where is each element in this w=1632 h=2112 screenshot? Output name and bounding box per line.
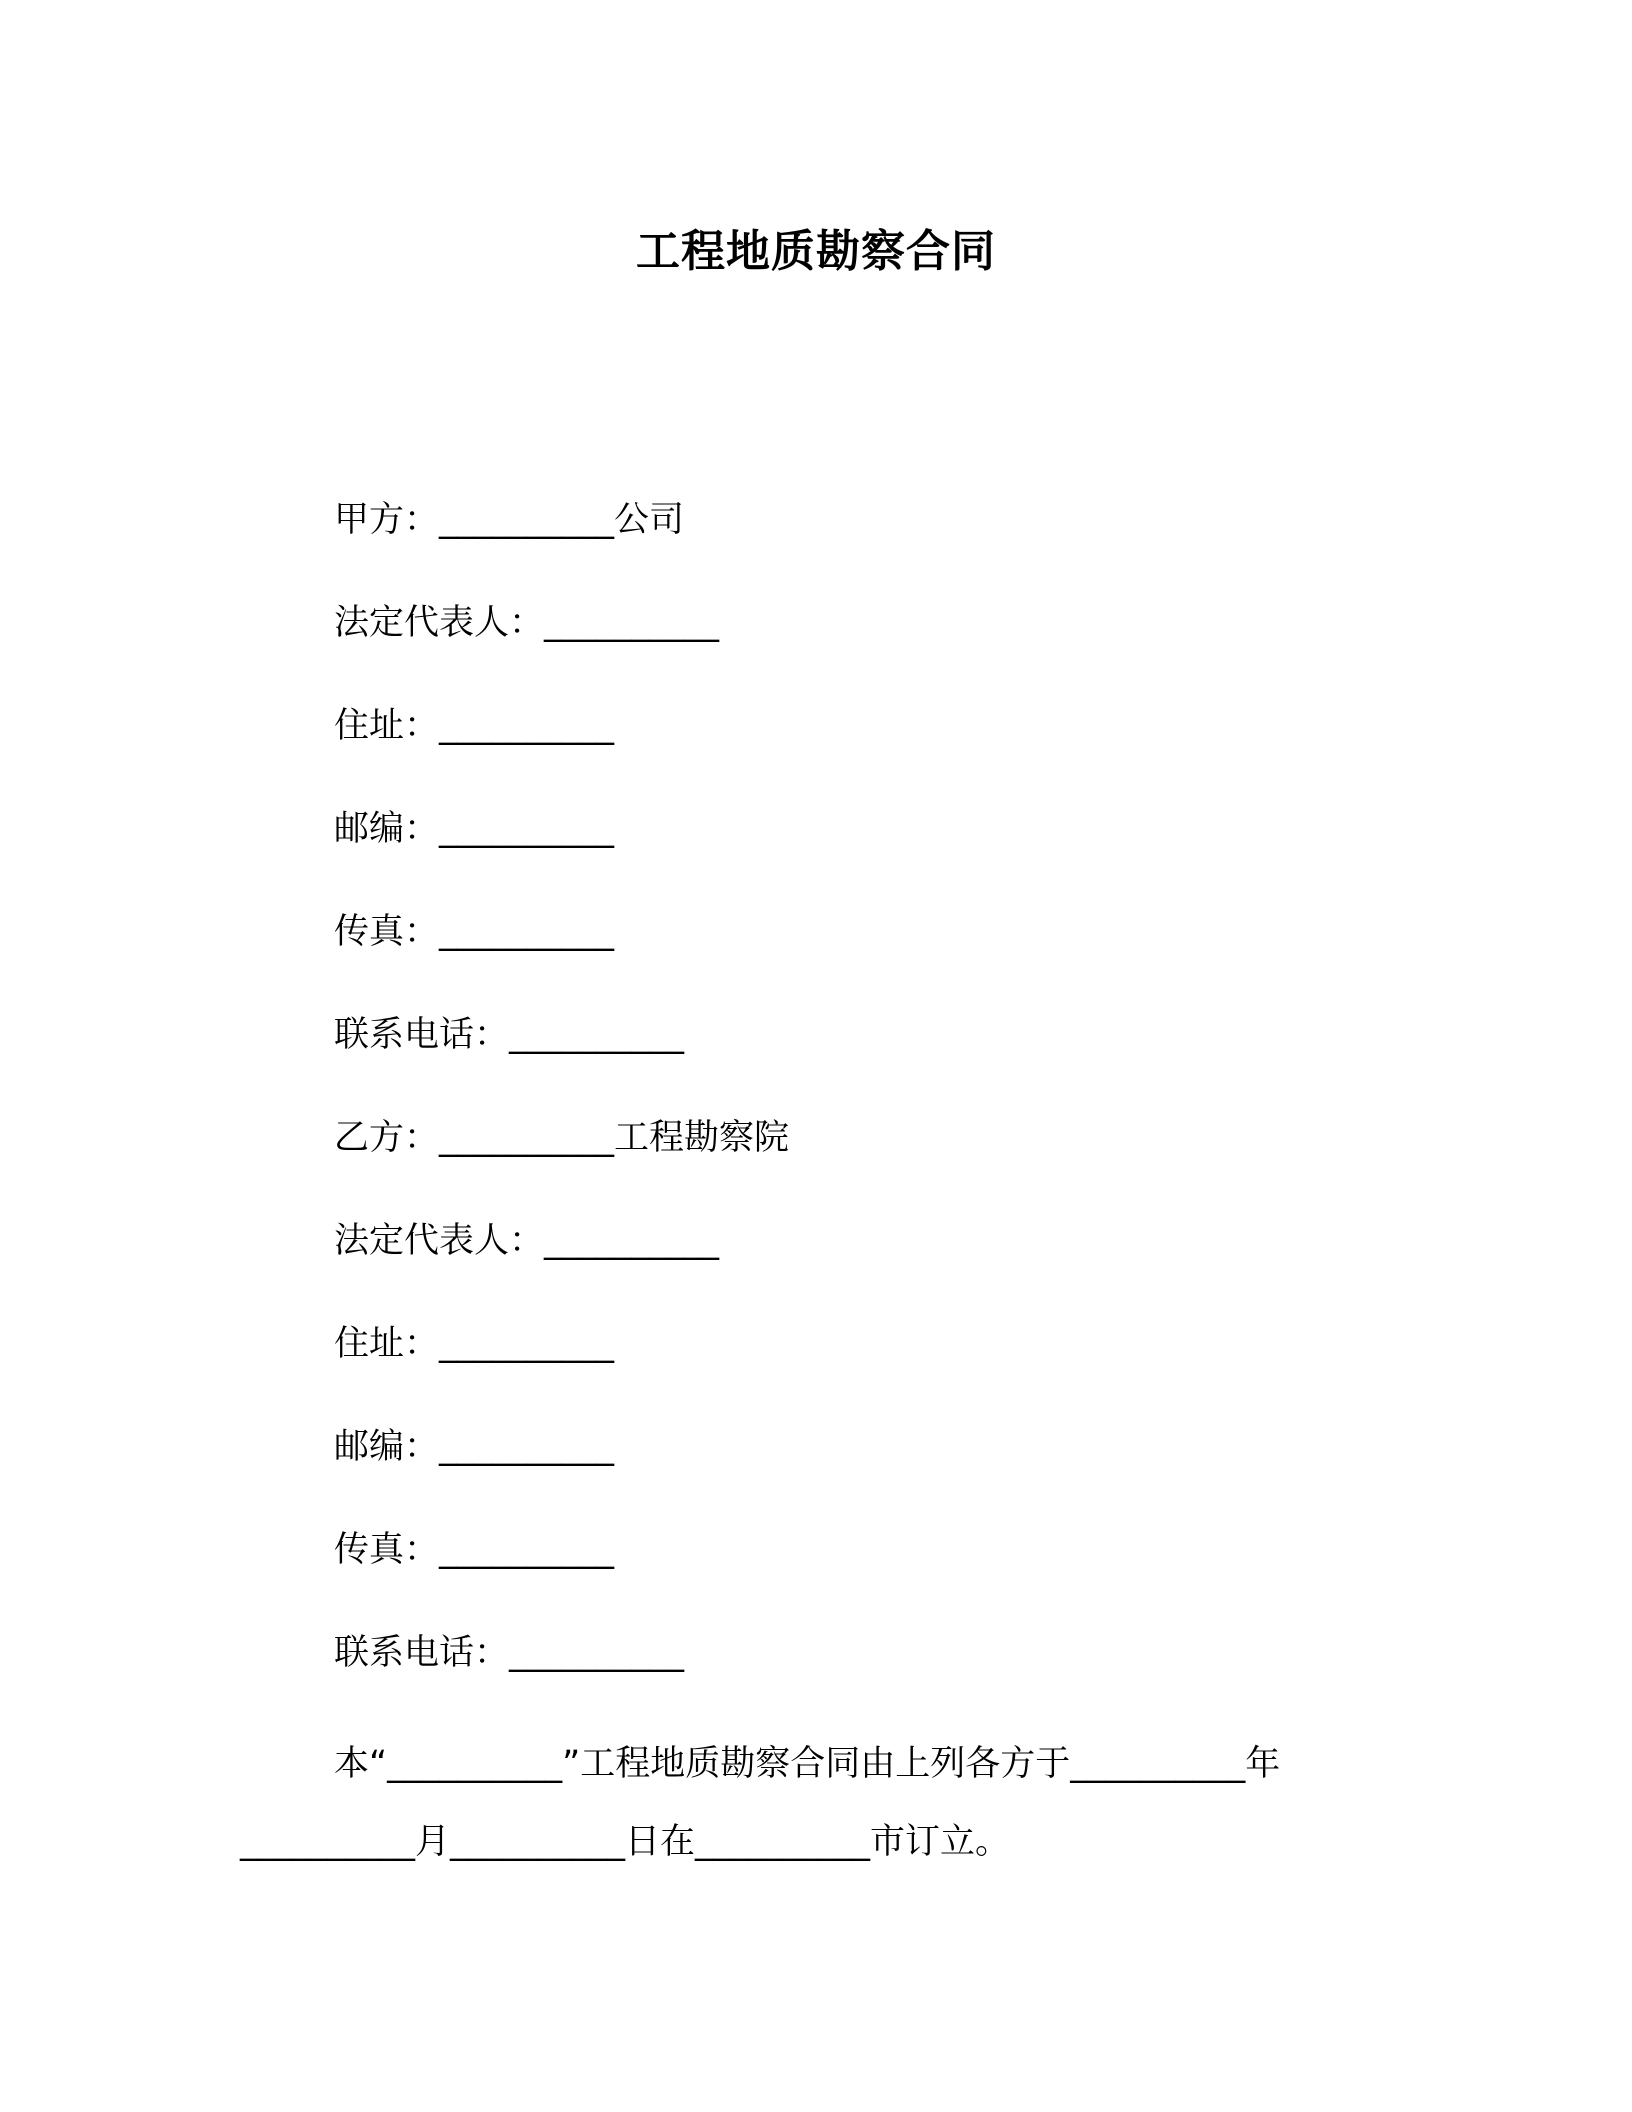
intro-paragraph-part1: 本“__________”工程地质勘察合同由上列各方于__________年 — [334, 1744, 1281, 1784]
party-b-postcode: 邮编：__________ — [334, 1427, 615, 1467]
party-a-address: 住址：__________ — [334, 706, 615, 746]
party-b-address: 住址：__________ — [334, 1324, 615, 1364]
party-a-legal-rep: 法定代表人：__________ — [334, 603, 720, 643]
party-b-legal-rep: 法定代表人：__________ — [334, 1221, 720, 1261]
party-a-fax: 传真：__________ — [334, 912, 615, 952]
party-a-phone: 联系电话：__________ — [334, 1015, 685, 1055]
party-a-name: 甲方：__________公司 — [334, 500, 685, 540]
intro-paragraph — [240, 1725, 1400, 1881]
party-b-fax: 传真：__________ — [334, 1530, 615, 1570]
party-b-phone: 联系电话：__________ — [334, 1633, 685, 1673]
party-b-name: 乙方：__________工程勘察院 — [334, 1118, 790, 1158]
document-title: 工程地质勘察合同 — [636, 226, 996, 277]
intro-paragraph-part2: __________月__________日在__________市订立。 — [240, 1822, 1011, 1862]
party-a-postcode: 邮编：__________ — [334, 809, 615, 849]
